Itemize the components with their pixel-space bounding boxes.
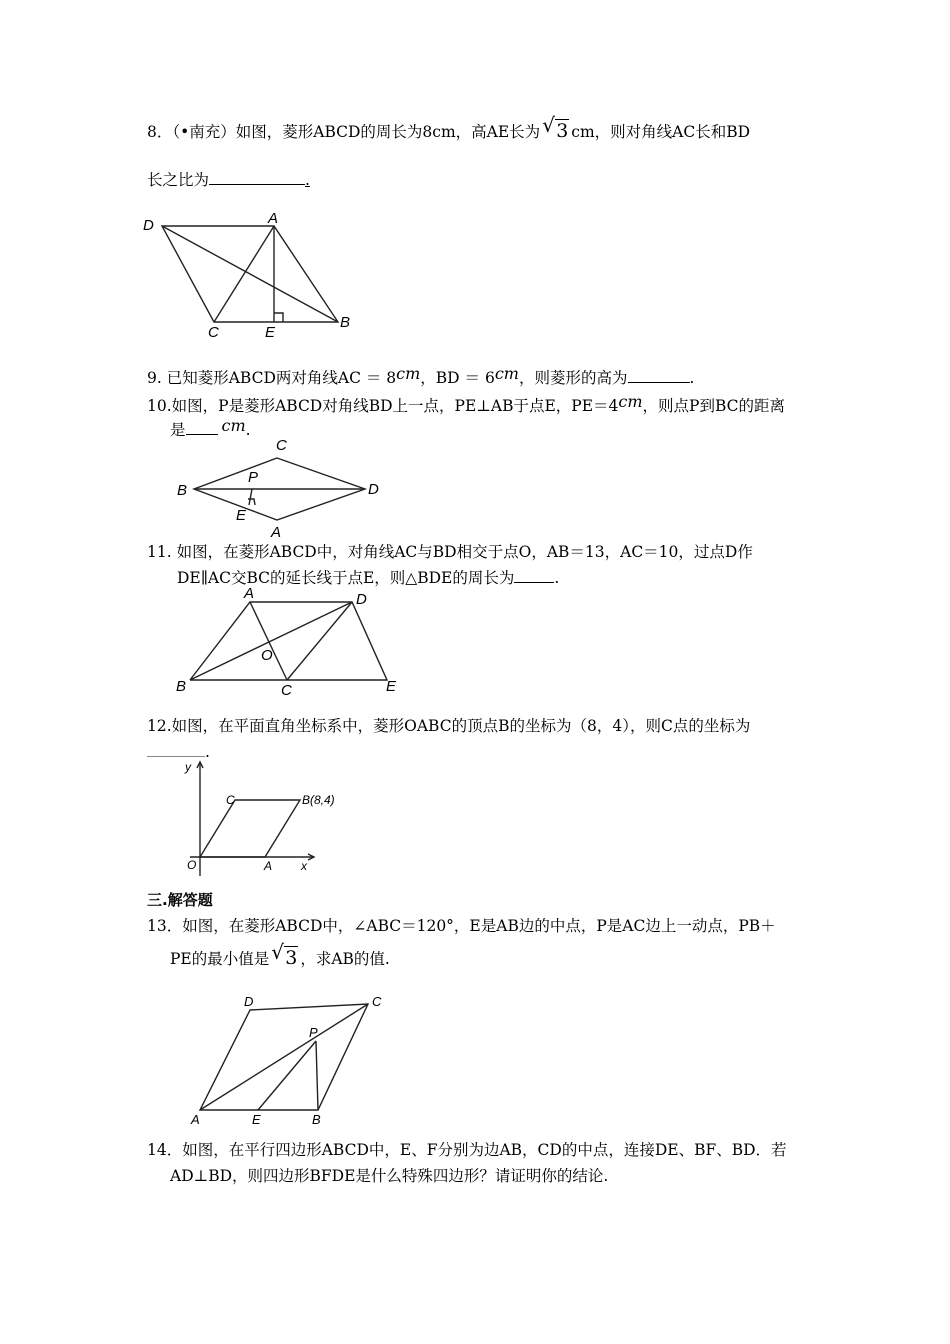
answer-blank[interactable]: [514, 568, 554, 583]
label-C: C: [372, 994, 382, 1009]
answer-blank[interactable]: [628, 368, 690, 383]
answer-blank[interactable]: [209, 170, 305, 185]
label-B: B: [312, 1112, 321, 1127]
label-E: E: [386, 678, 397, 695]
sqrt-3: √ 3: [271, 940, 298, 969]
label-C: C: [208, 324, 219, 341]
label-O: O: [187, 858, 197, 872]
label-A: A: [244, 585, 255, 602]
q8-line2: 长之比为 .: [147, 171, 310, 189]
q10-line2: 是 cm.: [170, 416, 251, 439]
q8-figure: [140, 210, 360, 340]
label-B: B: [177, 482, 188, 499]
label-D: D: [244, 994, 254, 1009]
label-O: O: [261, 647, 273, 664]
label-P: P: [309, 1025, 318, 1040]
q10-figure: [172, 436, 392, 541]
label-C: C: [281, 682, 292, 699]
label-x: x: [301, 859, 307, 873]
q12-figure: [172, 758, 362, 878]
answer-blank[interactable]: [147, 742, 205, 757]
label-E: E: [265, 324, 276, 341]
label-C: C: [226, 793, 235, 807]
label-A: A: [264, 859, 273, 873]
q10-line1: 10.如图，P是菱形ABCD对角线BD上一点，PE⊥AB于点E，PE＝4cm，则点P到BC的距离: [147, 392, 785, 415]
q12-line2: .: [147, 742, 210, 762]
label-D: D: [356, 591, 367, 608]
label-y: y: [185, 760, 191, 774]
answer-blank[interactable]: [186, 420, 218, 435]
label-A: A: [271, 524, 282, 541]
q14-line1: 14．如图，在平行四边形ABCD中，E、F分别为边AB，CD的中点，连接DE、BF、BD．若: [147, 1141, 787, 1159]
label-A: A: [268, 210, 279, 227]
q12-line1: 12.如图，在平面直角坐标系中，菱形OABC的顶点B的坐标为（8，4），则C点的坐标为: [147, 717, 751, 735]
q9-line: 9. 已知菱形ABCD两对角线AC ＝ 8cm，BD ＝ 6cm，则菱形的高为 .: [147, 364, 695, 387]
label-A: A: [191, 1112, 200, 1127]
label-C: C: [276, 437, 287, 454]
label-B: B(8,4): [302, 793, 335, 807]
section-heading: 三.解答题: [147, 891, 213, 909]
q11-line2: DE∥AC交BC的延长线于点E，则△BDE的周长为 .: [177, 569, 560, 587]
label-P: P: [248, 469, 259, 486]
label-E: E: [252, 1112, 261, 1127]
label-B: B: [340, 314, 351, 331]
sqrt-3: √ 3: [542, 113, 569, 142]
label-E: E: [236, 507, 247, 524]
q11-line1: 11. 如图，在菱形ABCD中，对角线AC与BD相交于点O，AB＝13，AC＝10，过点D作: [147, 543, 753, 561]
q13-line1: 13．如图，在菱形ABCD中，∠ABC＝120°，E是AB边的中点，P是AC边上一动点，PB＋: [147, 917, 776, 935]
q14-line2: AD⊥BD，则四边形BFDE是什么特殊四边形？请证明你的结论.: [170, 1167, 609, 1185]
q8-line1: 8．（•南充）如图，菱形ABCD的周长为8cm，高AE长为 √ 3 cm，则对角线AC长和BD: [147, 113, 751, 142]
q13-figure: [188, 990, 408, 1130]
label-D: D: [368, 481, 379, 498]
q11-figure: [172, 585, 412, 699]
q13-line2: PE的最小值是 √ 3 ，求AB的值.: [170, 940, 390, 969]
label-B: B: [176, 678, 187, 695]
label-D: D: [143, 217, 154, 234]
